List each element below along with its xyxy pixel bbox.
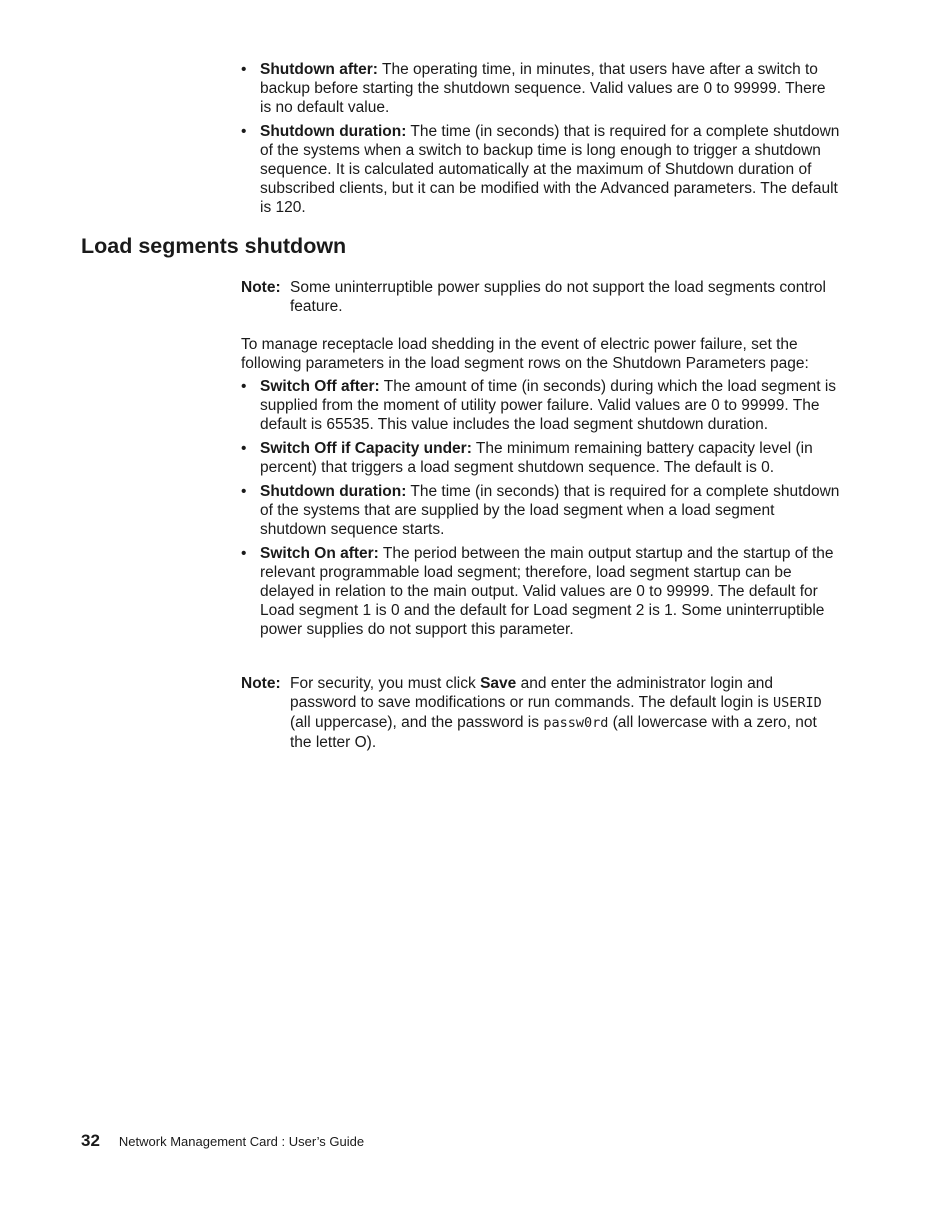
security-note-block: [241, 674, 841, 752]
default-login: USERID: [773, 695, 822, 711]
section-body: [241, 335, 841, 644]
note-label: Note:: [241, 279, 281, 296]
note-text: Some uninterruptible power supplies do not support the load segments control feature.: [290, 279, 826, 315]
section-heading: Load segments shutdown: [81, 234, 347, 258]
note-label: Note:: [241, 675, 281, 692]
footer-title: Network Management Card : User’s Guide: [118, 1134, 365, 1149]
intro-paragraph: To manage receptacle load shedding in the event of electric power failure, set the following parameters in the load segment rows on the Shutdown Parameters page:: [241, 336, 809, 372]
note-support: [241, 278, 841, 316]
note-text-part: For security, you must click: [290, 675, 481, 692]
note-text: [290, 674, 841, 752]
item-text: The operating time, in minutes, that users have after a switch to backup before starting the shutdown sequence. Valid values are 0 to 99999. There is no default value.: [260, 61, 826, 116]
list-item: [241, 377, 841, 434]
item-text: The time (in seconds) that is required for a complete shutdown of the systems when a switch to backup time is long enough to trigger a shutdown sequence. It is calculated automatically at the maximum of Shutdown duration of subscribed clients, but it can be modified with the Advanced parameters. The default is 120.: [260, 123, 840, 216]
list-item: [241, 60, 841, 117]
note-security: [241, 674, 841, 752]
note-text-part: (all lowercase with a zero, not the letter O).: [290, 714, 817, 751]
load-segment-parameter-list: [241, 377, 841, 639]
item-term: Shutdown after:: [260, 61, 378, 78]
item-term: Shutdown duration:: [260, 123, 407, 140]
list-item: [241, 439, 841, 477]
list-item: [241, 122, 841, 217]
page-number: 32: [81, 1131, 100, 1150]
item-text: The amount of time (in seconds) during which the load segment is supplied from the moment of utility power failure. Valid values are 0 to 99999. The default is 65535. This value includes the load segment shutdown duration.: [260, 378, 837, 433]
item-text: The period between the main output startup and the startup of the relevant programmable load segment; therefore, load segment startup can be delayed in relation to the main output. Valid values are 0 to 99999. The default for Load segment 1 is 0 and the default for Load segment 2 is 1. Some uninterruptible power supplies do not support this parameter.: [260, 545, 834, 638]
page-footer: [81, 1131, 364, 1151]
note-block: [241, 278, 841, 316]
top-parameter-list-block: [241, 60, 841, 222]
item-term: Shutdown duration:: [260, 483, 407, 500]
item-term: Switch On after:: [260, 545, 379, 562]
item-term: Switch Off after:: [260, 378, 380, 395]
list-item: [241, 544, 841, 639]
item-term: Switch Off if Capacity under:: [260, 440, 472, 457]
list-item: [241, 482, 841, 539]
default-password: passw0rd: [543, 715, 609, 731]
note-text-part: and enter the administrator login and password to save modifications or run commands. The default login is: [290, 675, 774, 711]
item-text: The minimum remaining battery capacity level (in percent) that triggers a load segment shutdown sequence. The default is 0.: [260, 440, 813, 476]
note-text-part: (all uppercase), and the password is: [290, 714, 544, 731]
top-parameter-list: [241, 60, 841, 217]
item-text: The time (in seconds) that is required for a complete shutdown of the systems that are supplied by the load segment when a load segment shutdown sequence starts.: [260, 483, 840, 538]
save-keyword: Save: [480, 675, 517, 692]
